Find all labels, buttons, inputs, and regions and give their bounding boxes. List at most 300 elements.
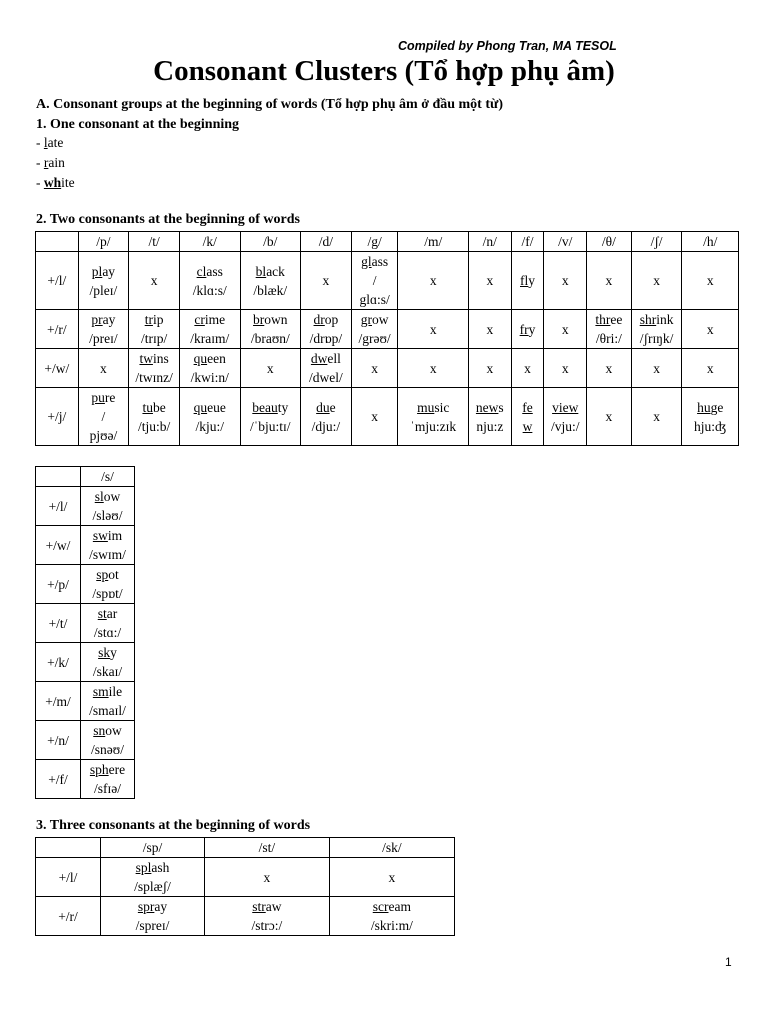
ipa-transcription: /snəʊ/ xyxy=(91,742,124,757)
table-row xyxy=(36,858,455,897)
column-header xyxy=(36,838,101,858)
column-header: /s/ xyxy=(81,467,135,487)
ipa-transcription: /ʃrɪŋk/ xyxy=(639,331,674,346)
column-header xyxy=(36,232,79,252)
word-rest: ins xyxy=(152,351,169,366)
table-row xyxy=(36,760,135,799)
table-cell xyxy=(682,349,739,388)
word-underlined-part: sw xyxy=(92,528,108,543)
row-label: +/l/ xyxy=(36,252,79,310)
table-cell xyxy=(179,252,240,310)
table-cell xyxy=(544,252,587,310)
table-cell xyxy=(101,858,205,897)
table-cell xyxy=(240,310,301,349)
word-rest: ow xyxy=(103,489,121,504)
word-rest: ee xyxy=(610,312,623,327)
table-cell xyxy=(544,310,587,349)
word-underlined-part: sph xyxy=(89,762,109,777)
column-header: /b/ xyxy=(240,232,301,252)
word-underlined-part: pr xyxy=(91,312,103,327)
ipa-transcription: /strɔ:/ xyxy=(251,918,283,933)
table-cell xyxy=(129,310,180,349)
part-3-heading: 3. Three consonants at the beginning of words xyxy=(36,818,311,833)
example-word xyxy=(353,252,397,271)
word-underlined-part: cl xyxy=(196,263,207,279)
example-word xyxy=(242,310,300,329)
empty-mark: x xyxy=(322,273,330,288)
word-underlined-part: dw xyxy=(310,351,328,366)
empty-mark: x xyxy=(561,360,569,376)
word-underlined-part: tw xyxy=(139,351,153,366)
table-row xyxy=(36,565,135,604)
example-underline: r xyxy=(43,155,49,170)
example-word xyxy=(206,897,328,916)
word-rest: ge xyxy=(710,399,724,415)
word-rest: ass xyxy=(206,263,223,279)
ipa-transcription: /vju:/ xyxy=(550,418,580,434)
table-cell xyxy=(81,721,135,760)
example-word xyxy=(302,398,350,417)
table-cell xyxy=(78,388,129,446)
column-header: /st/ xyxy=(205,838,330,858)
empty-mark: x xyxy=(429,360,437,376)
table-cell xyxy=(587,349,632,388)
empty-mark: x xyxy=(524,360,531,376)
table-cell xyxy=(511,310,544,349)
empty-mark: x xyxy=(653,273,660,288)
word-rest: s xyxy=(498,399,504,415)
example-word xyxy=(302,349,350,368)
word-rest: ere xyxy=(108,762,126,777)
example-word xyxy=(82,487,133,506)
table-cell xyxy=(511,349,544,388)
row-label: +/m/ xyxy=(36,682,81,721)
table-cell xyxy=(240,349,301,388)
table-cell xyxy=(81,526,135,565)
column-header: /t/ xyxy=(129,232,180,252)
example-word xyxy=(102,897,203,916)
table-row xyxy=(36,721,135,760)
ipa-transcription: /swɪm/ xyxy=(89,547,126,562)
word-underlined-part: sn xyxy=(93,723,106,738)
column-header: /k/ xyxy=(179,232,240,252)
row-label: +/f/ xyxy=(36,760,81,799)
empty-mark: x xyxy=(706,273,714,288)
word-underlined-part: hu xyxy=(697,399,711,415)
table-cell xyxy=(301,388,352,446)
table-cell xyxy=(351,388,398,446)
example-rain: - rain xyxy=(36,155,65,170)
example-word xyxy=(242,262,300,281)
word-underlined-part: sk xyxy=(98,645,111,660)
two-consonant-table xyxy=(35,231,739,446)
table-cell xyxy=(240,388,301,446)
word-underlined-part: tu xyxy=(142,399,153,415)
word-rest: y xyxy=(528,273,535,288)
table-cell xyxy=(398,252,468,310)
ipa-transcription: /stɑ:/ xyxy=(93,625,122,640)
table-header-row xyxy=(36,232,739,252)
ipa-transcription: /spɒt/ xyxy=(92,586,123,601)
empty-mark: x xyxy=(371,360,378,376)
example-word xyxy=(130,349,178,368)
ipa-transcription: nju:z xyxy=(476,418,504,434)
word-rest: ow xyxy=(105,723,122,738)
word-underlined-part: sl xyxy=(94,489,104,504)
word-underlined-part: view xyxy=(552,399,579,415)
empty-mark: x xyxy=(653,409,660,424)
table-cell xyxy=(78,252,129,310)
word-rest: ile xyxy=(108,684,123,699)
word-underlined-part: pl xyxy=(91,263,103,279)
column-header: /θ/ xyxy=(587,232,632,252)
table-cell xyxy=(631,310,682,349)
word-rest: een xyxy=(207,351,226,366)
table-row xyxy=(36,310,739,349)
table-cell xyxy=(631,252,682,310)
table-cell xyxy=(129,388,180,446)
word-underlined-part: str xyxy=(252,899,266,914)
table-cell xyxy=(179,310,240,349)
empty-mark: x xyxy=(429,321,437,337)
table-cell xyxy=(351,252,398,310)
empty-mark: x xyxy=(561,321,569,337)
empty-mark: x xyxy=(706,321,714,337)
table-cell xyxy=(544,349,587,388)
table-cell xyxy=(587,310,632,349)
ipa-transcription: /tju:b/ xyxy=(137,418,171,434)
example-word xyxy=(82,604,133,623)
example-word xyxy=(82,526,133,545)
ipa-transcription: /dju:/ xyxy=(311,418,341,434)
example-underline: l xyxy=(43,135,48,150)
word-rest: be xyxy=(152,399,166,415)
word-underlined-part: thr xyxy=(595,312,611,327)
example-word xyxy=(470,398,510,417)
example-word xyxy=(181,349,239,368)
ipa-slash: / xyxy=(101,409,106,424)
word-rest: ar xyxy=(106,606,118,621)
empty-mark: x xyxy=(486,273,494,288)
word-rest: ell xyxy=(327,351,341,366)
example-word xyxy=(331,897,453,916)
ipa-transcription: /skaɪ/ xyxy=(92,664,123,679)
example-word xyxy=(82,721,133,740)
example-word xyxy=(683,398,737,417)
example-word xyxy=(82,565,133,584)
table-cell xyxy=(398,310,468,349)
ipa-transcription: /kju:/ xyxy=(195,418,224,434)
word-underlined-part: cr xyxy=(194,312,205,327)
page-number: 1 xyxy=(725,955,732,969)
table-cell xyxy=(351,349,398,388)
column-header: /d/ xyxy=(301,232,352,252)
word-rest: ot xyxy=(108,567,119,582)
table-cell xyxy=(78,310,129,349)
word-underlined-part: new xyxy=(475,399,499,415)
section-a-heading: A. Consonant groups at the beginning of words (Tổ hợp phụ âm ở đầu một từ) xyxy=(36,97,504,112)
example-word xyxy=(513,320,543,339)
word-rest: ty xyxy=(277,399,289,415)
column-header: /h/ xyxy=(682,232,739,252)
row-label: +/w/ xyxy=(36,349,79,388)
empty-mark: x xyxy=(266,360,274,376)
s-cluster-table xyxy=(35,466,135,799)
column-header xyxy=(36,467,81,487)
table-row xyxy=(36,604,135,643)
ipa-transcription: /pleɪ/ xyxy=(89,282,118,298)
table-cell xyxy=(329,897,454,936)
word-underlined-part: scr xyxy=(372,899,389,914)
word-rest: ow xyxy=(371,312,389,327)
example-word xyxy=(545,398,585,417)
word-underlined-part: spr xyxy=(137,899,155,914)
word-rest: ay xyxy=(154,899,168,914)
word-underlined-part: shr xyxy=(639,312,657,327)
table-cell xyxy=(81,604,135,643)
table-row xyxy=(36,349,739,388)
example-word xyxy=(130,398,178,417)
word-underlined-part: br xyxy=(253,312,265,327)
table-cell xyxy=(78,349,129,388)
table-header-row xyxy=(36,467,135,487)
table-cell xyxy=(179,388,240,446)
empty-mark: x xyxy=(605,273,613,288)
word-rest: ink xyxy=(656,312,674,327)
ipa-transcription: /drɒp/ xyxy=(309,331,343,346)
table-cell xyxy=(205,858,330,897)
example-word xyxy=(588,310,630,329)
table-cell xyxy=(682,310,739,349)
table-cell xyxy=(301,310,352,349)
word-underlined-part: dr xyxy=(313,312,325,327)
example-word xyxy=(82,760,133,779)
row-label: +/k/ xyxy=(36,643,81,682)
ipa-transcription: /ˈbju:tɪ/ xyxy=(250,418,291,434)
ipa-transcription: /sfɪə/ xyxy=(94,781,121,796)
table-cell xyxy=(81,682,135,721)
table-cell xyxy=(351,310,398,349)
example-word xyxy=(513,271,543,290)
word-rest: ash xyxy=(151,860,170,875)
table-cell xyxy=(329,858,454,897)
ipa-transcription: /blæk/ xyxy=(253,282,288,298)
word-rest: ay xyxy=(102,263,116,279)
column-header: /sp/ xyxy=(101,838,205,858)
ipa-transcription: glɑ:s/ xyxy=(359,292,390,307)
example-word xyxy=(242,398,300,417)
example-word xyxy=(302,310,350,329)
table-cell xyxy=(511,252,544,310)
empty-mark: x xyxy=(150,273,158,288)
column-header: /n/ xyxy=(468,232,511,252)
table-row xyxy=(36,526,135,565)
table-cell xyxy=(398,388,468,446)
example-word xyxy=(633,310,681,329)
table-cell xyxy=(631,388,682,446)
empty-mark: x xyxy=(605,360,613,376)
table-cell xyxy=(129,252,180,310)
word-underlined-part: sm xyxy=(92,684,109,699)
example-word xyxy=(399,398,466,417)
example-underline: wh xyxy=(43,175,62,190)
empty-mark: x xyxy=(486,360,494,376)
column-header: /f/ xyxy=(511,232,544,252)
word-underlined-part: w xyxy=(522,418,533,434)
table-row xyxy=(36,643,135,682)
ipa-transcription: /spreɪ/ xyxy=(135,918,170,933)
word-underlined-part: sp xyxy=(96,567,109,582)
word-underlined-part: gr xyxy=(360,312,372,327)
table-cell xyxy=(81,760,135,799)
ipa-transcription: /smaɪl/ xyxy=(89,703,126,718)
ipa-transcription: /klɑ:s/ xyxy=(192,282,227,298)
row-label: +/l/ xyxy=(36,487,81,526)
ipa-slash: / xyxy=(372,273,377,288)
table-row xyxy=(36,487,135,526)
word-underlined-part: pu xyxy=(91,390,105,405)
example-word xyxy=(181,310,239,329)
column-header: /p/ xyxy=(78,232,129,252)
example-word xyxy=(82,682,133,701)
example-word xyxy=(513,398,543,417)
empty-mark: x xyxy=(653,360,660,376)
table-cell xyxy=(179,349,240,388)
empty-mark: x xyxy=(263,869,271,885)
row-label: +/l/ xyxy=(36,858,101,897)
ipa-transcription: /skri:m/ xyxy=(370,918,413,933)
table-header-row xyxy=(36,838,455,858)
empty-mark: x xyxy=(605,409,613,424)
empty-mark: x xyxy=(486,321,494,337)
example-word xyxy=(80,388,128,407)
empty-mark: x xyxy=(561,273,569,288)
table-cell xyxy=(544,388,587,446)
column-header: /sk/ xyxy=(329,838,454,858)
word-underlined-part: spl xyxy=(135,860,152,875)
ipa-transcription: /kwi:n/ xyxy=(190,370,229,385)
column-header: /v/ xyxy=(544,232,587,252)
word-rest: op xyxy=(324,312,339,327)
ipa-transcription: /braʊn/ xyxy=(250,331,290,346)
word-underlined-part: st xyxy=(97,606,107,621)
example-word xyxy=(181,262,239,281)
part-1-heading: 1. One consonant at the beginning xyxy=(36,117,240,132)
example-word xyxy=(82,643,133,662)
word-rest: ime xyxy=(204,312,226,327)
table-row xyxy=(36,682,135,721)
word-underlined-part: fl xyxy=(520,273,529,288)
word-underlined-part: du xyxy=(316,399,330,415)
row-label: +/p/ xyxy=(36,565,81,604)
word-rest: re xyxy=(104,390,116,405)
word-rest: own xyxy=(264,312,288,327)
word-underlined-part: bl xyxy=(255,263,267,279)
ipa-transcription: ˈmju:zɪk xyxy=(410,418,457,434)
table-cell xyxy=(587,252,632,310)
table-cell xyxy=(81,643,135,682)
ipa-transcription: hju:ʤ xyxy=(694,418,727,434)
word-underlined-part: qu xyxy=(193,399,208,415)
table-cell xyxy=(468,349,511,388)
table-cell xyxy=(301,252,352,310)
table-cell xyxy=(468,252,511,310)
word-rest: ass xyxy=(371,254,389,269)
table-row xyxy=(36,252,739,310)
example-word xyxy=(80,310,128,329)
example-white: - white xyxy=(36,175,75,190)
word-rest: sic xyxy=(434,399,450,415)
table-cell xyxy=(240,252,301,310)
word-rest: ack xyxy=(266,263,285,279)
word-rest: im xyxy=(107,528,123,543)
example-word xyxy=(80,262,128,281)
word-underlined-part: gl xyxy=(361,254,372,269)
empty-mark: x xyxy=(706,360,714,376)
ipa-transcription: /sləʊ/ xyxy=(92,508,123,523)
table-cell xyxy=(81,487,135,526)
word-underlined-part: fe xyxy=(522,399,533,415)
ipa-transcription: /twɪnz/ xyxy=(135,370,173,385)
word-rest: e xyxy=(329,399,336,415)
row-label: +/n/ xyxy=(36,721,81,760)
word-rest: ip xyxy=(152,312,164,327)
word-underlined-part: mu xyxy=(417,399,435,415)
example-late: - late xyxy=(36,135,64,150)
row-label: +/r/ xyxy=(36,897,101,936)
empty-mark: x xyxy=(388,869,396,885)
word-rest: aw xyxy=(265,899,282,914)
example-word xyxy=(102,858,203,877)
table-cell xyxy=(468,388,511,446)
ipa-transcription: /kraɪm/ xyxy=(190,331,230,346)
example-word xyxy=(130,310,178,329)
empty-mark: x xyxy=(371,409,378,424)
example-word xyxy=(181,398,239,417)
ipa-transcription: /preɪ/ xyxy=(89,331,118,346)
table-cell xyxy=(468,310,511,349)
ipa-transcription: pjʊə/ xyxy=(89,428,118,443)
word-underlined-part: fr xyxy=(519,321,529,337)
table-cell xyxy=(587,388,632,446)
table-cell xyxy=(398,349,468,388)
table-cell xyxy=(205,897,330,936)
table-row xyxy=(36,388,739,446)
ipa-transcription: /trɪp/ xyxy=(140,331,168,346)
table-cell xyxy=(682,252,739,310)
three-consonant-table xyxy=(35,837,455,936)
page-title: Consonant Clusters (Tổ hợp phụ âm) xyxy=(153,55,615,87)
row-label: +/j/ xyxy=(36,388,79,446)
table-cell xyxy=(101,897,205,936)
ipa-transcription: /θri:/ xyxy=(595,331,622,346)
word-rest: y xyxy=(528,321,536,337)
table-row xyxy=(36,897,455,936)
table-cell xyxy=(301,349,352,388)
empty-mark: x xyxy=(429,273,437,288)
compiler-credit: Compiled by Phong Tran, MA TESOL xyxy=(398,39,617,53)
ipa-transcription: /splæʃ/ xyxy=(134,879,171,894)
empty-mark: x xyxy=(100,360,107,376)
table-cell xyxy=(129,349,180,388)
table-cell xyxy=(511,388,544,446)
word-underlined-part: beau xyxy=(252,399,278,415)
word-underlined-part: qu xyxy=(193,351,208,366)
row-label: +/t/ xyxy=(36,604,81,643)
part-2-heading: 2. Two consonants at the beginning of words xyxy=(36,212,300,227)
table-cell xyxy=(682,388,739,446)
example-word xyxy=(353,310,397,329)
